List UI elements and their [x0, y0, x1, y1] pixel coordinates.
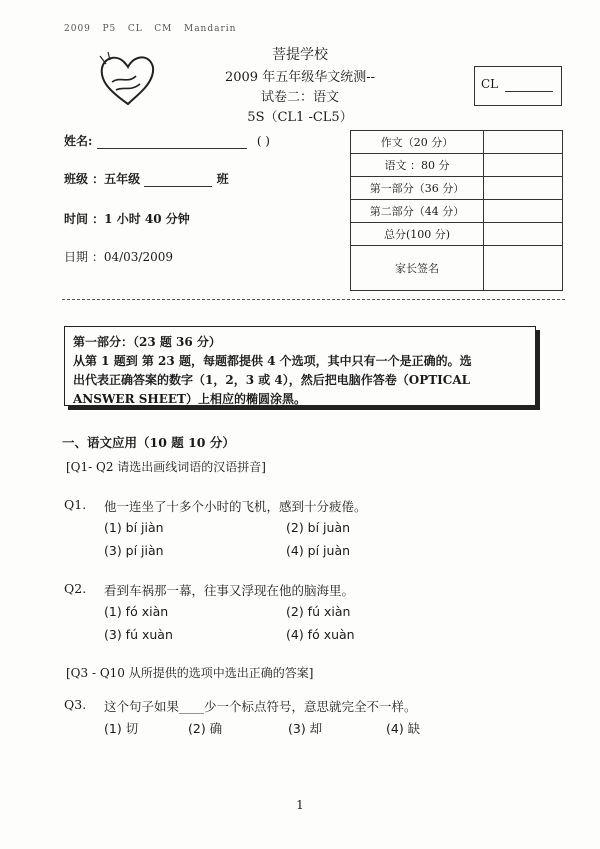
class-line[interactable]	[144, 186, 212, 187]
notice-line: 出代表正确答案的数字（1，2，3 或 4），然后把电脑作答卷（OPTICAL	[73, 373, 471, 387]
class-field	[64, 170, 229, 187]
score-cell[interactable]	[484, 177, 563, 200]
score-row-label: 总分(100 分)	[351, 223, 484, 246]
option[interactable]: (4) fó xuàn	[286, 627, 355, 642]
notice-line: ANSWER SHEET）上相应的椭圆涂黑。	[73, 392, 306, 406]
page-number: 1	[296, 798, 304, 812]
paper-title: 试卷二：语文	[260, 90, 339, 105]
header-strip: 2009 P5 CL CM Mandarin	[64, 24, 237, 34]
option[interactable]: (4) pí juàn	[286, 543, 351, 558]
time-field: 时间 ：1 小时 40 分钟	[64, 212, 190, 226]
class-label: 班级 ：五年级	[64, 172, 141, 186]
option[interactable]: (3) fú xuàn	[104, 627, 173, 642]
option[interactable]: (1) bí jiàn	[104, 520, 164, 535]
question-text: 这个句子如果____少一个标点符号，意思就完全不一样。	[104, 699, 417, 714]
date-field: 日期 ：04/03/2009	[64, 250, 173, 264]
question-text: 看到车祸那一幕，往事又浮现在他的脑海里。	[104, 583, 355, 598]
index-paren: ( )	[256, 134, 270, 148]
notice-line: 从第 1 题到 第 23 题，每题都提供 4 个选项，其中只有一个是正确的。选	[73, 354, 472, 368]
score-cell[interactable]	[484, 154, 563, 177]
instruction: [Q3 - Q10 从所提供的选项中选出正确的答案]	[66, 666, 314, 680]
option[interactable]: (3) pí jiàn	[104, 543, 164, 558]
score-row-label: 家长签名	[351, 246, 484, 291]
school-name: 菩提学校	[272, 47, 328, 63]
option[interactable]: (4) 缺	[386, 721, 421, 736]
name-field	[64, 132, 270, 149]
score-row-label: 第一部分（36 分）	[351, 177, 484, 200]
signature-cell[interactable]	[484, 246, 563, 291]
question-number: Q2.	[64, 581, 87, 596]
score-table	[350, 130, 563, 291]
score-cell[interactable]	[484, 223, 563, 246]
name-label: 姓名:	[64, 134, 93, 148]
notice-title: 第一部分：（23 题 36 分）	[73, 335, 221, 349]
score-row-label: 语文 ：80 分	[351, 154, 484, 177]
school-logo-heart-icon	[98, 52, 158, 108]
option[interactable]: (1) fó xiàn	[104, 604, 169, 619]
option[interactable]: (3) 却	[288, 721, 323, 736]
score-cell[interactable]	[484, 200, 563, 223]
option[interactable]: (2) bí juàn	[286, 520, 351, 535]
score-cell[interactable]	[484, 131, 563, 154]
cl-line	[505, 91, 553, 92]
question-number: Q1.	[64, 497, 87, 512]
name-line[interactable]	[97, 148, 247, 149]
class-suffix: 班	[216, 172, 229, 186]
cl-box	[474, 66, 562, 106]
question-text: 他一连坐了十多个小时的飞机，感到十分疲倦。	[104, 499, 367, 514]
class-range: 5S（CL1 -CL5）	[247, 110, 353, 125]
score-row-label: 作文（20 分）	[351, 131, 484, 154]
score-row-label: 第二部分（44 分）	[351, 200, 484, 223]
option[interactable]: (2) 确	[188, 721, 223, 736]
option[interactable]: (1) 切	[104, 721, 139, 736]
instruction: [Q1- Q2 请选出画线词语的汉语拼音]	[66, 460, 266, 474]
cl-label: CL	[481, 77, 499, 91]
question-number: Q3.	[64, 697, 87, 712]
divider	[62, 299, 565, 300]
exam-title: 2009 年五年级华文统测--	[224, 70, 375, 85]
part1-notice	[64, 326, 536, 406]
section-title: 一、语文应用（10 题 10 分）	[62, 435, 235, 450]
option[interactable]: (2) fú xiàn	[286, 604, 351, 619]
